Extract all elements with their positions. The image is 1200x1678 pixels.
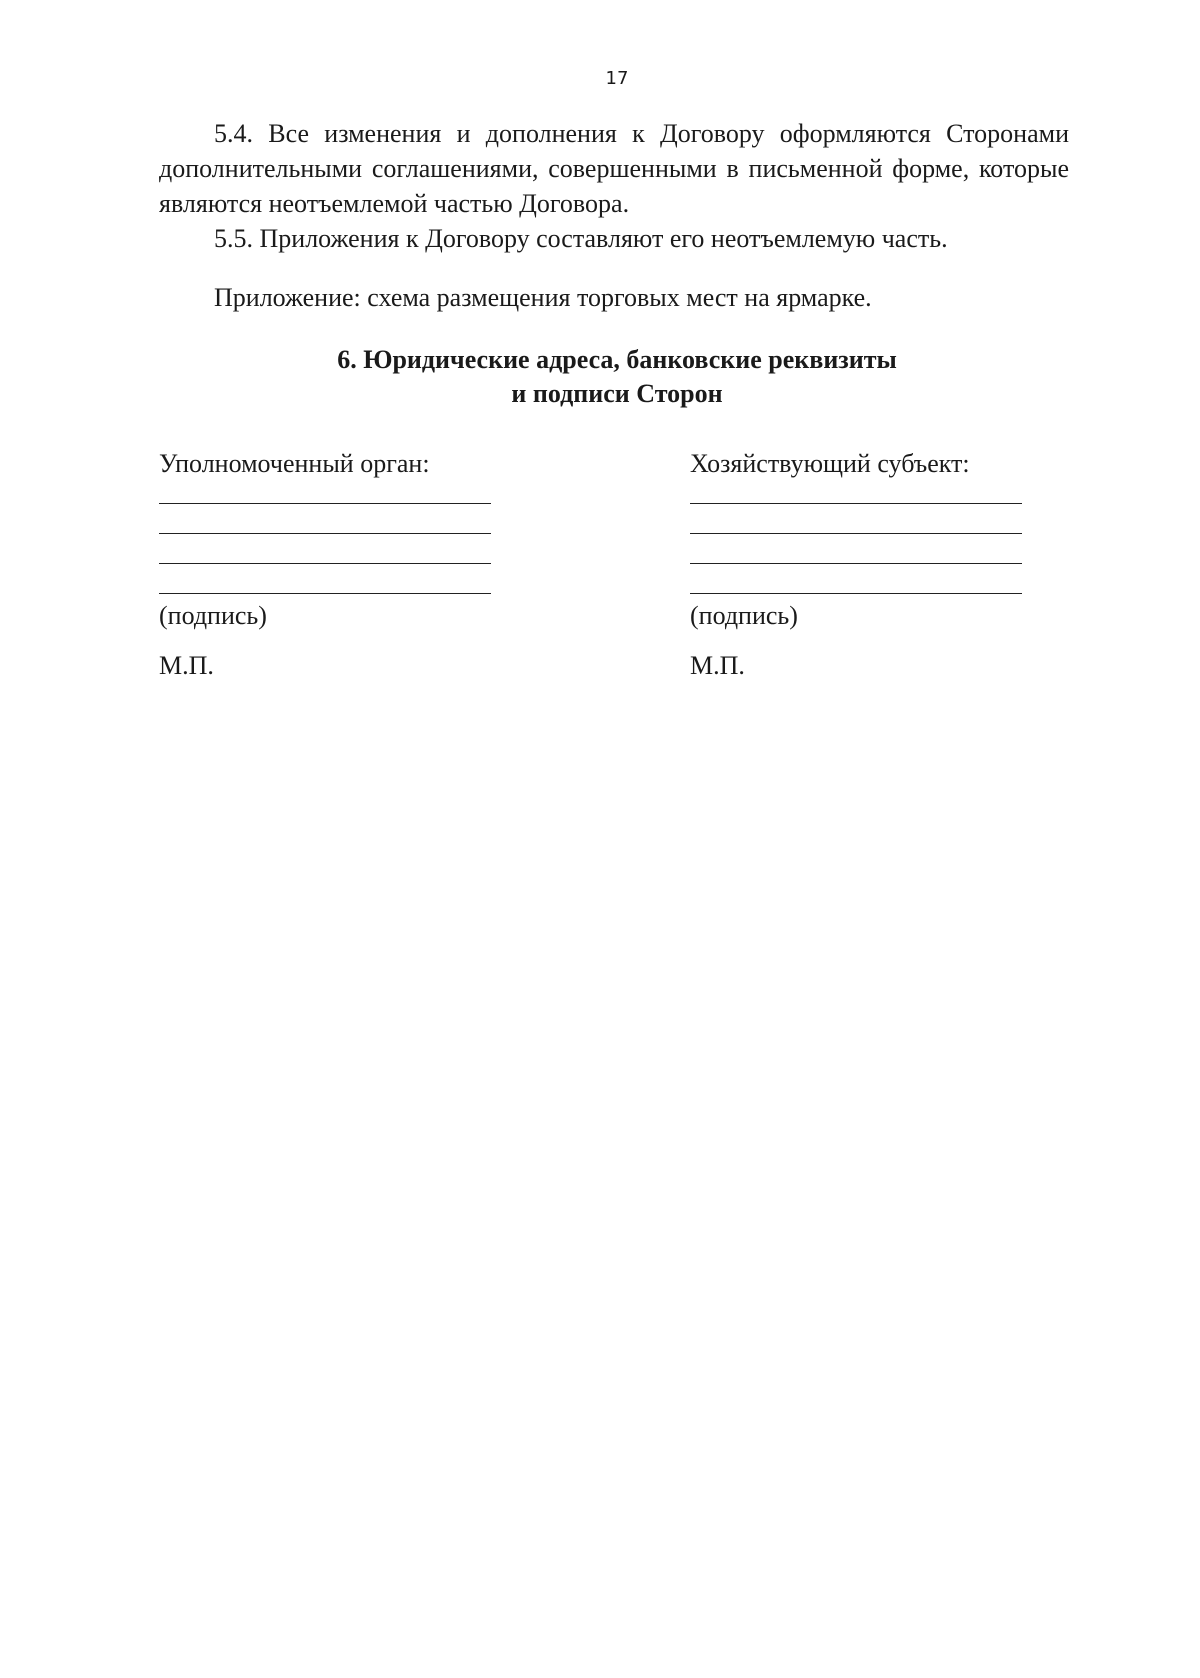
blank-line [159, 563, 491, 564]
party-name: Уполномоченный орган: [159, 449, 430, 478]
signature-line [690, 593, 1022, 594]
appendix-note: Приложение: схема размещения торговых мест на ярмарке. [214, 283, 872, 312]
blank-line [159, 503, 491, 504]
stamp-label: М.П. [690, 651, 745, 680]
blank-line [690, 533, 1022, 534]
blank-line [690, 563, 1022, 564]
blank-line [690, 503, 1022, 504]
signature-block-entity [690, 446, 1030, 683]
stamp-label: М.П. [159, 651, 214, 680]
page-number: 17 [605, 68, 629, 89]
contract-body [159, 116, 1069, 256]
signature-block-authority [159, 446, 499, 683]
blank-line [159, 533, 491, 534]
clause-5-5: 5.5. Приложения к Договору составляют его неотъемлемую часть. [214, 224, 948, 253]
signature-line [159, 593, 491, 594]
clause-5-4: 5.4. Все изменения и дополнения к Договору оформляются Сторонами дополнительными соглашениями, совершенными в письменной форме, которые являются неотъемлемой частью Договора. [159, 119, 1069, 218]
party-name: Хозяйствующий субъект: [690, 449, 970, 478]
signature-caption: (подпись) [159, 601, 267, 630]
section-title-line-2: и подписи Сторон [511, 379, 723, 408]
section-title-line-1: 6. Юридические адреса, банковские реквизиты [337, 345, 897, 374]
signature-caption: (подпись) [690, 601, 798, 630]
section-title [0, 343, 1200, 411]
